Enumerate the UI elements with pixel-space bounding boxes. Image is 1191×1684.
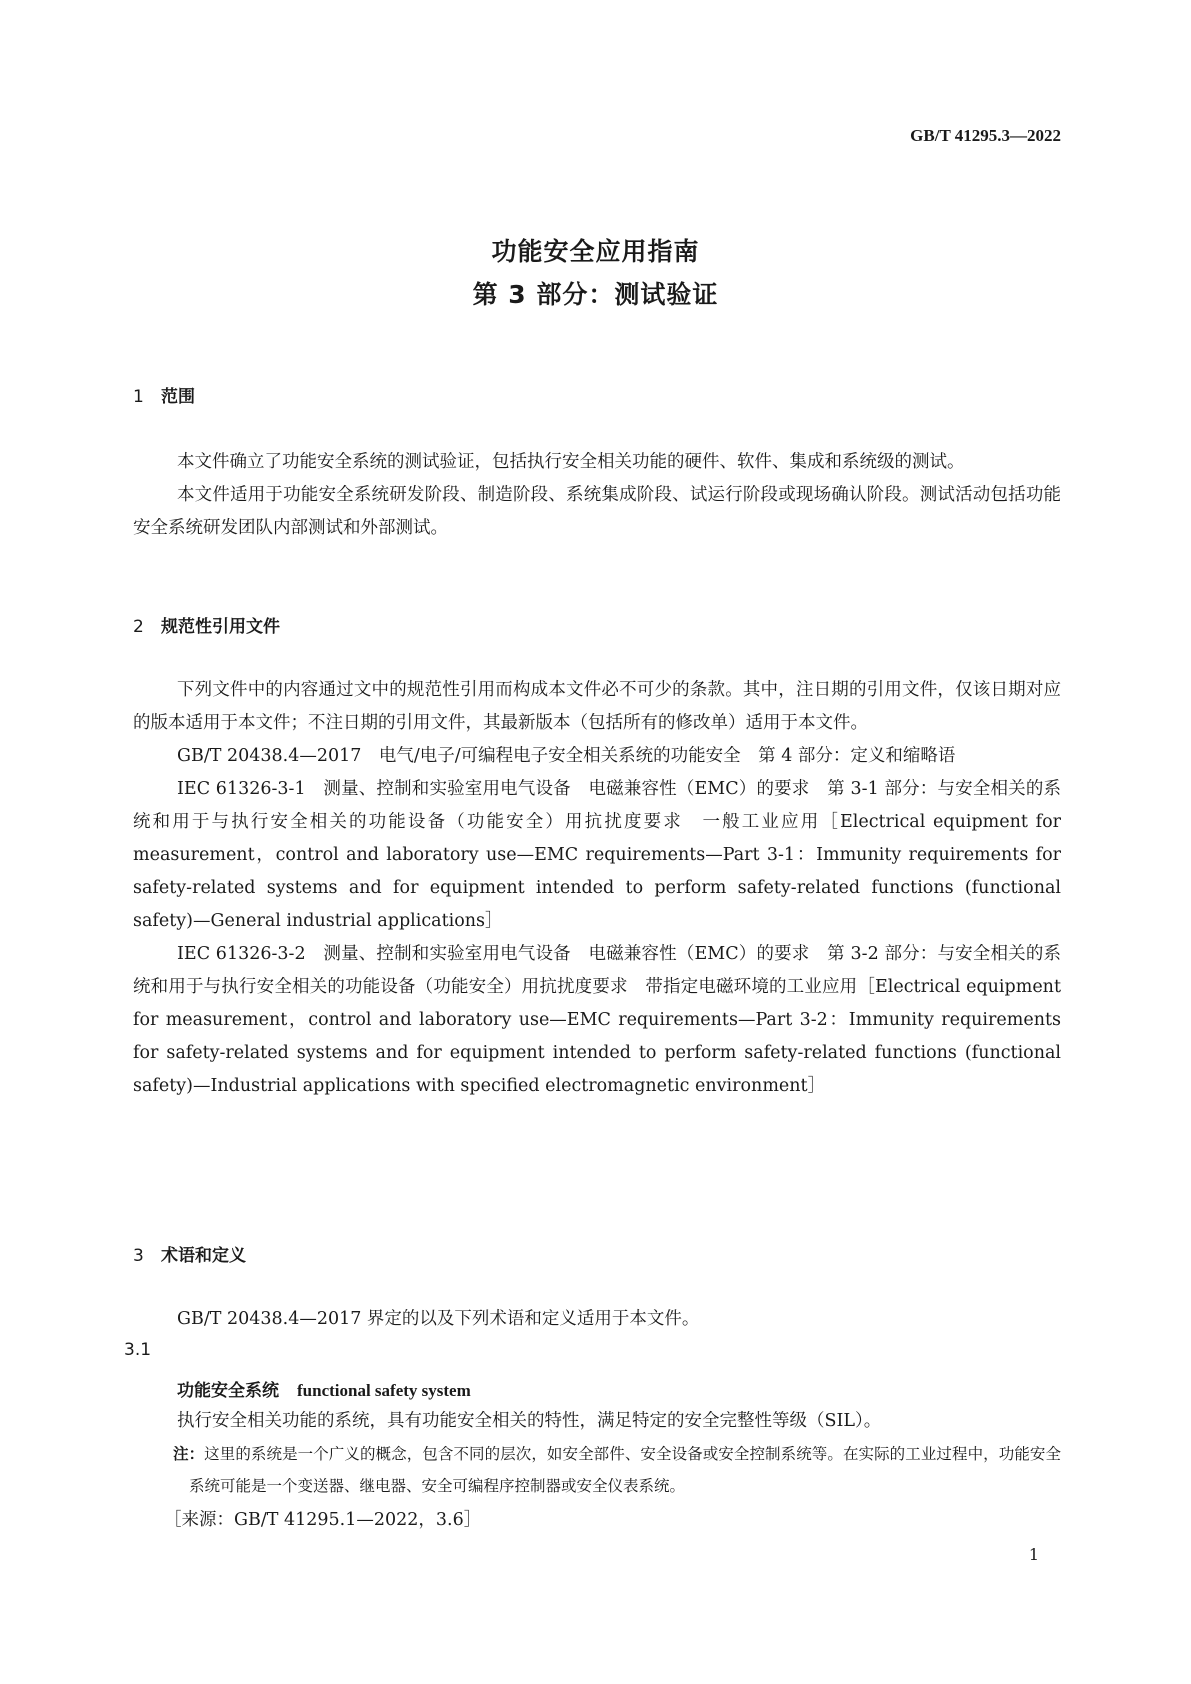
term-source: ［来源：GB/T 41295.1—2022，3.6］ [164, 1510, 482, 1530]
term-note [173, 1438, 1061, 1502]
section-2-body [133, 674, 1061, 1103]
paragraph: GB/T 20438.4—2017 界定的以及下列术语和定义适用于本文件。 [177, 1309, 700, 1329]
reference-entry: IEC 61326-3-1 测量、控制和实验室用电气设备 电磁兼容性（EMC）的要求 第 3-1 部分：与安全相关的系统和用于与执行安全相关的功能设备（功能安全）用抗扰度要求 一般工业应用［Electrical equipment for measurement，control and laboratory use—EMC requirements—Part 3-1：Immunity requirements for safety-related systems and for equipment intended to perform safety-related functions (functional safety)—General industrial applications］ [133, 779, 1061, 931]
page-number: 1 [1028, 1545, 1039, 1564]
section-title: 术语和定义 [161, 1246, 246, 1266]
term-definition: 执行安全相关功能的系统，具有功能安全相关的特性，满足特定的安全完整性等级（SIL）。 [177, 1411, 882, 1431]
section-heading-3 [133, 1241, 246, 1266]
term-en: functional safety system [297, 1381, 471, 1400]
term-zh: 功能安全系统 [177, 1381, 279, 1401]
section-number: 3 [133, 1246, 144, 1266]
standard-number-header: GB/T 41295.3—2022 [910, 126, 1061, 145]
note-text: 这里的系统是一个广义的概念，包含不同的层次，如安全部件、安全设备或安全控制系统等。在实际的工业过程中，功能安全系统可能是一个变送器、继电器、安全可编程序控制器或安全仪表系统。 [189, 1445, 1061, 1495]
section-heading-2 [133, 612, 280, 637]
paragraph: 本文件适用于功能安全系统研发阶段、制造阶段、系统集成阶段、试运行阶段或现场确认阶段。测试活动包括功能安全系统研发团队内部测试和外部测试。 [133, 485, 1061, 538]
document-title: 功能安全应用指南 [491, 237, 700, 266]
section-heading-1 [133, 382, 195, 407]
section-title: 范围 [161, 387, 195, 407]
term-heading [177, 1376, 471, 1401]
section-number: 1 [133, 387, 144, 407]
reference-entry: GB/T 20438.4—2017 电气/电子/可编程电子安全相关系统的功能安全 第 4 部分：定义和缩略语 [177, 746, 956, 766]
section-number: 2 [133, 617, 144, 637]
term-number: 3.1 [124, 1340, 152, 1360]
reference-entry: IEC 61326-3-2 测量、控制和实验室用电气设备 电磁兼容性（EMC）的要求 第 3-2 部分：与安全相关的系统和用于与执行安全相关的功能设备（功能安全）用抗扰度要求 带指定电磁环境的工业应用［Electrical equipment for measurement，control and laboratory use—EMC requirements—Part 3-2：Immunity requirements for safety-related systems and for equipment intended to perform safety-related functions (functional safety)—Industrial applications with specified electromagnetic environment］ [133, 944, 1061, 1096]
section-1-body [133, 446, 1061, 545]
document-subtitle: 第 3 部分：测试验证 [472, 280, 719, 309]
section-3-body [133, 1303, 1061, 1336]
paragraph: 下列文件中的内容通过文中的规范性引用而构成本文件必不可少的条款。其中，注日期的引用文件，仅该日期对应的版本适用于本文件；不注日期的引用文件，其最新版本（包括所有的修改单）适用于本文件。 [133, 680, 1061, 733]
note-label: 注： [173, 1445, 205, 1463]
paragraph: 本文件确立了功能安全系统的测试验证，包括执行安全相关功能的硬件、软件、集成和系统级的测试。 [177, 452, 965, 472]
section-title: 规范性引用文件 [161, 617, 280, 637]
